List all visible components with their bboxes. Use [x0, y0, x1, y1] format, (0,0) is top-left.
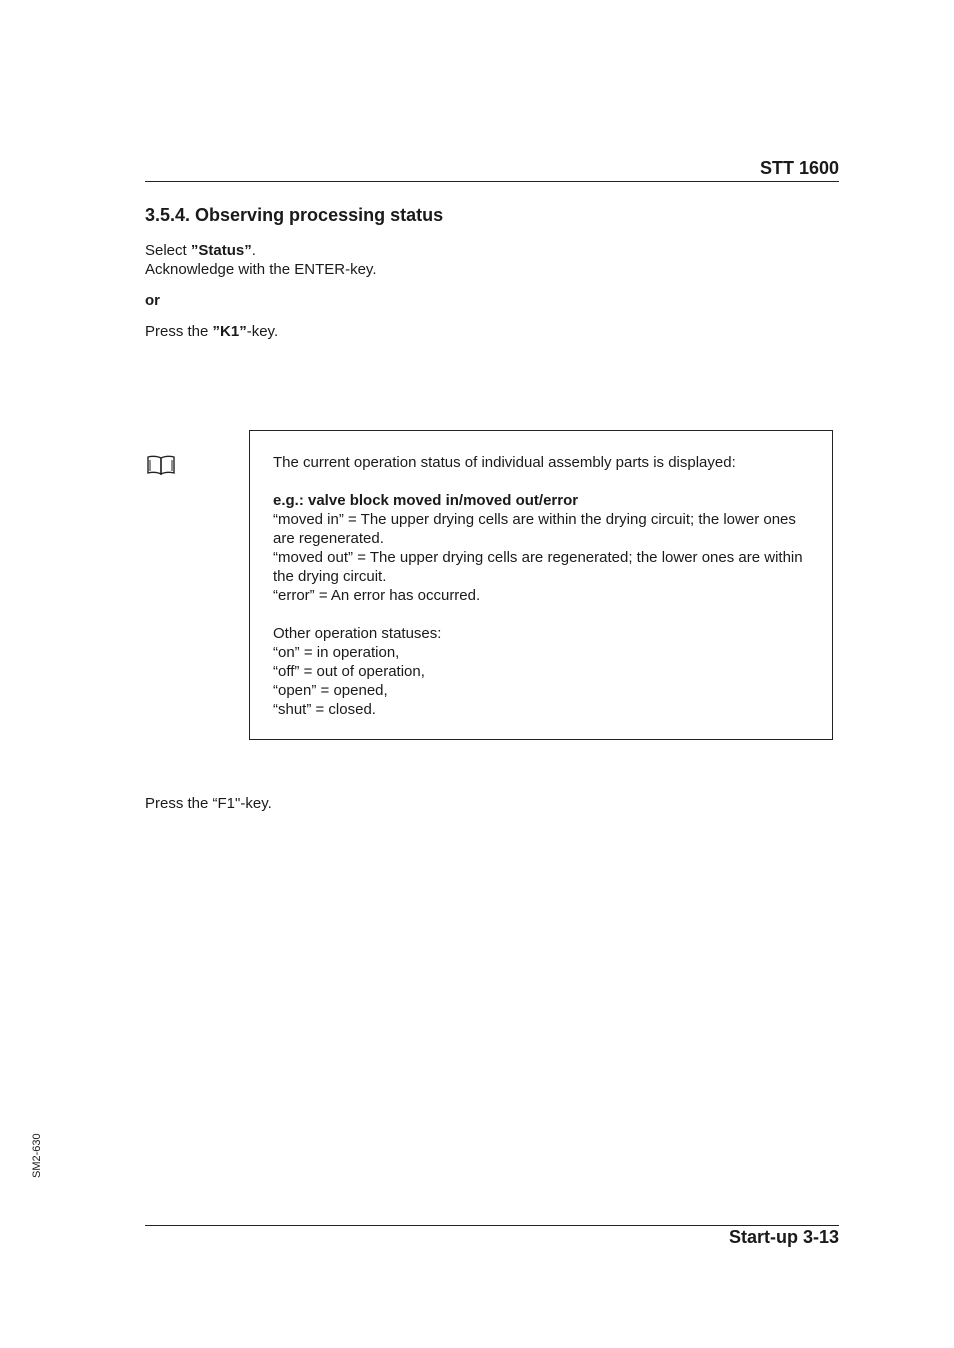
header-rule [145, 181, 839, 182]
book-icon [146, 454, 176, 481]
note-line-shut: “shut” = closed. [273, 701, 376, 718]
step-or: or [145, 292, 160, 309]
footer-rule [145, 1225, 839, 1226]
step-select-keyword: ”Status” [190, 242, 252, 259]
note-line-error: “error” = An error has occurred. [273, 587, 481, 604]
side-code: SM2-630 [31, 1133, 43, 1178]
note-content [273, 453, 813, 719]
footer-title: Start-up 3-13 [728, 1227, 839, 1247]
step-select-suffix: . [251, 242, 256, 259]
note-other-heading: Other operation statuses: [273, 625, 442, 642]
step-press-prefix: Press the [145, 323, 213, 340]
note-line-moved-out: “moved out” = The upper drying cells are regenerated; the lower ones are within the drying circuit. [273, 549, 803, 585]
header-title: STT 1600 [759, 158, 839, 178]
step-press-suffix: -key. [246, 323, 279, 340]
note-example-heading: e.g.: valve block moved in/moved out/error [273, 492, 579, 509]
step-acknowledge: Acknowledge with the ENTER-key. [145, 261, 377, 278]
step-select [145, 241, 256, 260]
step-select-prefix: Select [145, 242, 191, 259]
note-line-on: “on” = in operation, [273, 644, 400, 661]
step-press-k1 [145, 322, 278, 341]
note-line-moved-in: “moved in” = The upper drying cells are within the drying circuit; the lower ones are regenerated. [273, 511, 796, 547]
step-press-f1: Press the “F1"-key. [145, 795, 272, 812]
note-line-open: “open” = opened, [273, 682, 388, 699]
note-box [249, 430, 833, 740]
note-intro: The current operation status of individual assembly parts is displayed: [273, 454, 736, 471]
section-title: 3.5.4. Observing processing status [145, 205, 444, 225]
note-line-off: “off” = out of operation, [273, 663, 425, 680]
step-press-keyword: ”K1” [212, 323, 247, 340]
